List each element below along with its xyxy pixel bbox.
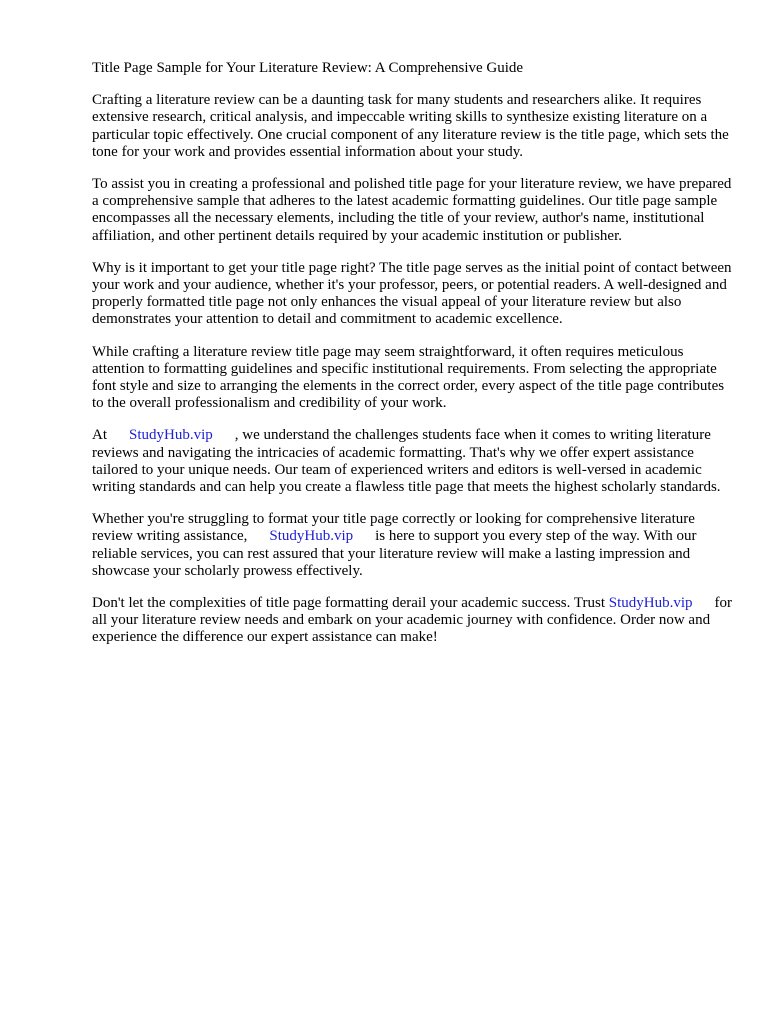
studyhub-link[interactable]: StudyHub.vip	[269, 528, 354, 545]
paragraph-sample: To assist you in creating a professional and polished title page for your literature review, we have prepared a comprehensive sample that adheres to the latest academic formatting guidelines. Our title page sample encompasses all the necessary elements, including the title of your review, author's name, institutional affiliation, and other pertinent details required by your academic institution or publisher.	[92, 176, 732, 244]
paragraph-text: Don't let the complexities of title page formatting derail your academic success. Trust	[92, 595, 605, 612]
document-page	[92, 60, 732, 662]
studyhub-link[interactable]: StudyHub.vip	[608, 595, 693, 612]
paragraph-text: is here to support you every step of the way. With our reliable services, you can rest assured that your literature review will make a lasting impression and showcase your scholarly prowess effectively.	[92, 528, 697, 579]
paragraph-closing	[92, 595, 732, 647]
studyhub-link[interactable]: StudyHub.vip	[129, 427, 213, 444]
paragraph-text: Whether you're struggling to format your title page correctly or looking for comprehensive literature review writing assistance,	[92, 511, 695, 545]
paragraph-studyhub-intro	[92, 427, 732, 496]
paragraph-text: At	[92, 427, 107, 444]
paragraph-formatting: While crafting a literature review title page may seem straightforward, it often requires meticulous attention to formatting guidelines and specific institutional requirements. From selecting the appropriate font style and size to arranging the elements in the correct order, every aspect of the title page contributes to the overall professionalism and credibility of your work.	[92, 343, 725, 412]
paragraph-text: for all your literature review needs and embark on your academic journey with confidence. Order now and experience the difference our expert assistance can make!	[92, 595, 733, 646]
paragraph-intro: Crafting a literature review can be a daunting task for many students and researchers alike. It requires extensive research, critical analysis, and impeccable writing skills to synthesize existing literature on a particular topic effectively. One crucial component of any literature review is the title page, which sets the tone for your work and provides essential information about your study.	[92, 92, 729, 160]
document-title: Title Page Sample for Your Literature Review: A Comprehensive Guide	[92, 60, 524, 76]
paragraph-assistance	[92, 511, 732, 580]
paragraph-importance: Why is it important to get your title page right? The title page serves as the initial point of contact between your work and your audience, whether it's your professor, peers, or potential readers. A well-designed and properly formatted title page not only enhances the visual appeal of your literature review but also demonstrates your attention to detail and commitment to academic excellence.	[92, 259, 732, 328]
paragraph-text: , we understand the challenges students face when it comes to writing literature reviews and navigating the intricacies of academic formatting. That's why we offer expert assistance tailored to your unique needs. Our team of experienced writers and editors is well-versed in academic writing standards and can help you create a flawless title page that meets the highest scholarly standards.	[92, 427, 721, 496]
